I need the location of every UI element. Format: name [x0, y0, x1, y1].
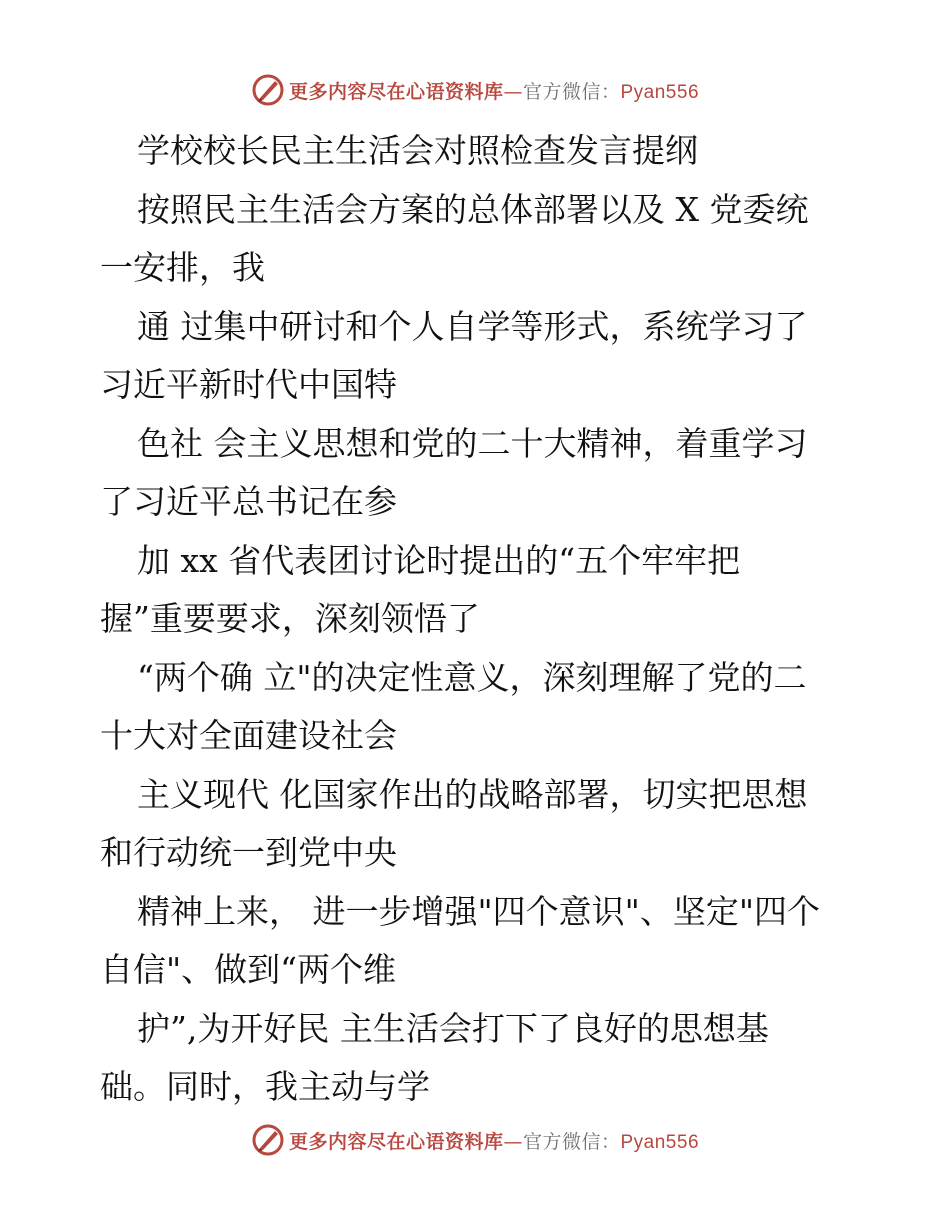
text-line: 精神上来， 进一步增强"四个意识"、坚定"四个: [137, 891, 821, 931]
watermark-library: 更多内容尽在心语资料库: [288, 80, 504, 103]
text-line: “两个确 立"的决定性意义，深刻理解了党的二: [137, 657, 807, 697]
text-line: 加 xx 省代表团讨论时提出的“五个牢牢把: [137, 540, 741, 580]
seal-pen-icon: [251, 73, 285, 107]
text-line: 和行动统一到党中央: [100, 833, 397, 872]
document-title: 学校校长民主生活会对照检查发言提纲: [137, 131, 698, 170]
watermark-wechat-label: 官方微信：: [522, 80, 621, 103]
text-line: 一安排，我: [100, 248, 265, 287]
text-line: 通 过集中研讨和个人自学等形式，系统学习了: [137, 306, 808, 346]
text-line: 握”重要要求，深刻领悟了: [100, 599, 480, 638]
watermark-handle: Pyan556: [620, 81, 700, 103]
watermark-text: [289, 1127, 699, 1154]
document-body: [100, 122, 860, 1117]
text-line: 按照民主生活会方案的总体部署以及 X 党委统: [137, 189, 809, 229]
text-line: 主义现代 化国家作出的战略部署，切实把思想: [137, 774, 808, 814]
text-line: 础。同时，我主动与学: [100, 1067, 430, 1106]
text-line: 色社 会主义思想和党的二十大精神，着重学习: [137, 423, 808, 463]
footer-watermark: [0, 1120, 950, 1160]
watermark-wechat-label: 官方微信：: [522, 1130, 621, 1153]
watermark-dash: —: [503, 1130, 523, 1153]
watermark-dash: —: [503, 80, 523, 103]
text-line: 自信"、做到“两个维: [100, 950, 397, 989]
header-watermark: [0, 70, 950, 110]
watermark-text: [289, 77, 699, 104]
text-line: 习近平新时代中国特: [100, 365, 397, 404]
text-line: 十大对全面建设社会: [100, 716, 397, 755]
text-line: 护”,为开好民 主生活会打下了良好的思想基: [137, 1008, 769, 1048]
watermark-library: 更多内容尽在心语资料库: [288, 1130, 504, 1153]
seal-pen-icon: [251, 1123, 285, 1157]
text-line: 了习近平总书记在参: [100, 482, 397, 521]
watermark-handle: Pyan556: [620, 1131, 700, 1153]
